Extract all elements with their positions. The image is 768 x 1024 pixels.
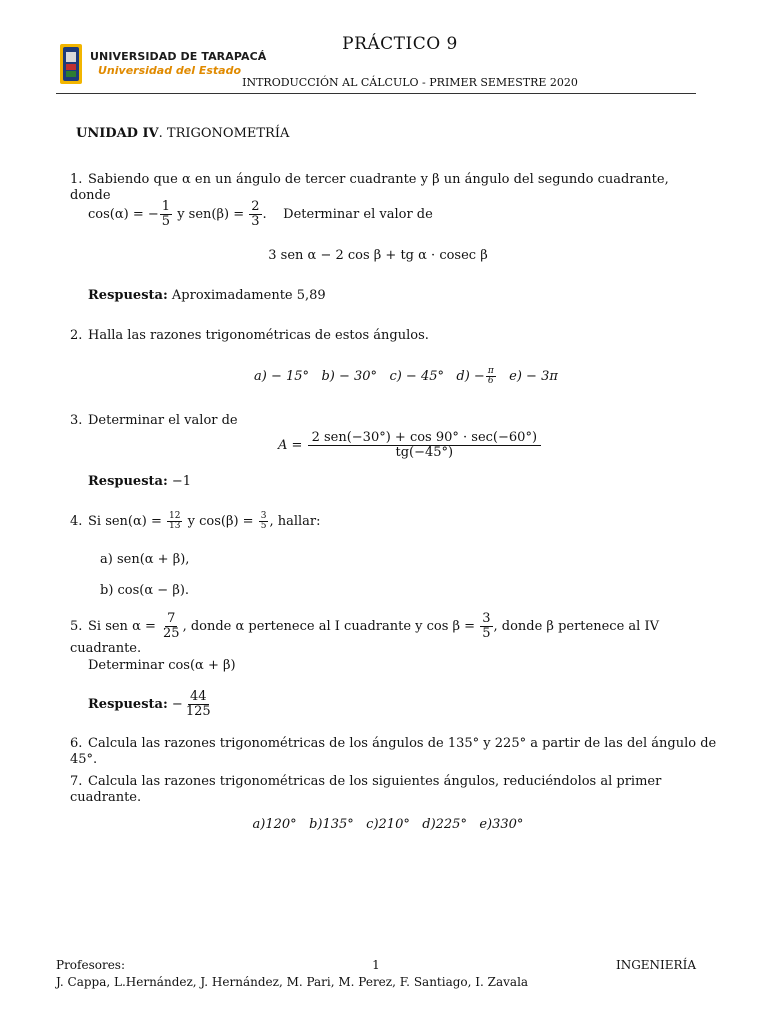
angle-b: b) − 30° bbox=[321, 369, 378, 384]
fraction-pi-6 bbox=[486, 367, 496, 386]
angle-e: e) − 3π bbox=[509, 369, 558, 384]
cos-beta-expr: , donde α pertenece al I cuadrante y cos β = bbox=[182, 619, 476, 634]
denominator: 5 bbox=[482, 626, 491, 641]
question-number: 1. bbox=[70, 172, 83, 187]
sen-alpha-expr: Si sen(α) = bbox=[88, 514, 162, 529]
denominator: 3 bbox=[251, 214, 260, 229]
fraction-3-5 bbox=[259, 512, 269, 531]
university-name: UNIVERSIDAD DE TARAPACÁ bbox=[90, 50, 267, 63]
numerator: 2 bbox=[251, 199, 260, 214]
q1-expression: 3 sen α − 2 cos β + tg α · cosec β bbox=[268, 248, 488, 263]
angle-c: c) − 45° bbox=[389, 369, 444, 384]
fraction-44-125 bbox=[184, 690, 213, 719]
cos-alpha-expr: cos(α) = − bbox=[88, 207, 159, 222]
denominator: 5 bbox=[161, 214, 171, 229]
numerator: 3 bbox=[482, 611, 491, 626]
university-seal-logo bbox=[60, 44, 82, 84]
sen-alpha-expr: Si sen α = bbox=[88, 619, 156, 634]
answer-label: Respuesta: bbox=[88, 474, 168, 489]
numerator: 3 bbox=[260, 511, 267, 521]
numerator: 12 bbox=[169, 511, 181, 521]
unit-name: . TRIGONOMETRÍA bbox=[158, 126, 290, 141]
denominator: 125 bbox=[185, 704, 211, 719]
numerator: 44 bbox=[189, 689, 207, 704]
answer-value: Aproximadamente 5,89 bbox=[171, 288, 326, 303]
numerator: 7 bbox=[167, 611, 176, 626]
question-text: Halla las razones trigonométricas de estos ángulos. bbox=[88, 328, 429, 343]
question-text: Calcula las razones trigonométricas de los ángulos de 135° y 225° a partir de las del ángulo de 45°. bbox=[70, 736, 717, 767]
fraction-7-25 bbox=[161, 612, 182, 641]
q3-formula bbox=[278, 431, 542, 460]
q5-answer bbox=[88, 690, 214, 719]
q4-item-b: b) cos(α − β). bbox=[100, 583, 190, 598]
angle-a: a) − 15° bbox=[254, 369, 310, 384]
q2-angle-list bbox=[254, 367, 614, 386]
answer-value: −1 bbox=[171, 474, 192, 489]
denominator: 5 bbox=[260, 521, 267, 531]
formula-lhs: A = bbox=[278, 438, 303, 453]
sen-beta-expr: y sen(β) = bbox=[177, 207, 245, 222]
numerator: π bbox=[487, 366, 494, 376]
question-number: 7. bbox=[70, 774, 83, 789]
fraction-3-5 bbox=[480, 612, 492, 641]
denominator: 13 bbox=[169, 521, 181, 531]
answer-label: Respuesta: bbox=[88, 697, 168, 712]
question-text: Sabiendo que α en un ángulo de tercer cuadrante y β un ángulo del segundo cuadrante, donde bbox=[70, 172, 669, 203]
determine-text: . Determinar el valor de bbox=[262, 207, 433, 222]
unit-label: UNIDAD IV bbox=[76, 126, 159, 141]
fraction-12-13 bbox=[167, 512, 182, 531]
cos-beta-expr: y cos(β) = bbox=[187, 514, 254, 529]
question-number: 6. bbox=[70, 736, 83, 751]
angle-d: d) − bbox=[456, 369, 485, 384]
fraction-2-3 bbox=[249, 200, 261, 229]
unit-heading bbox=[76, 126, 289, 141]
fraction-1-5 bbox=[160, 200, 172, 229]
denominator: 25 bbox=[163, 626, 180, 641]
question-3 bbox=[70, 413, 370, 429]
question-2 bbox=[70, 328, 710, 344]
hallar-text: , hallar: bbox=[269, 514, 321, 529]
question-5 bbox=[70, 612, 710, 657]
q7-angle-list: a)120° b)135° c)210° d)225° e)330° bbox=[252, 817, 524, 832]
numerator: 2 sen(−30°) + cos 90° · sec(−60°) bbox=[308, 431, 541, 446]
question-number: 2. bbox=[70, 328, 83, 343]
formula-fraction bbox=[308, 431, 541, 460]
q5-determine: Determinar cos(α + β) bbox=[88, 658, 236, 673]
footer-department: INGENIERÍA bbox=[615, 958, 696, 972]
quadrant-text: , donde β pertenece al IV cuadrante. bbox=[70, 619, 659, 656]
denominator: tg(−45°) bbox=[395, 445, 454, 460]
question-4 bbox=[70, 512, 570, 531]
q3-answer bbox=[88, 474, 191, 490]
question-1-condition bbox=[88, 200, 588, 229]
question-number: 5. bbox=[70, 619, 83, 634]
page-title: PRÁCTICO 9 bbox=[342, 34, 458, 54]
numerator: 1 bbox=[161, 199, 171, 214]
footer-professors-label: Profesores: bbox=[56, 958, 125, 972]
course-subtitle: INTRODUCCIÓN AL CÁLCULO - PRIMER SEMESTRE 2020 bbox=[242, 76, 578, 89]
question-number: 3. bbox=[70, 413, 83, 428]
q1-answer bbox=[88, 288, 326, 304]
question-number: 4. bbox=[70, 514, 83, 529]
question-text: Calcula las razones trigonométricas de los siguientes ángulos, reduciéndolos al primer cuadrante. bbox=[70, 774, 662, 805]
answer-sign: − bbox=[171, 697, 183, 712]
university-subtitle: Universidad del Estado bbox=[98, 64, 242, 77]
q4-item-a: a) sen(α + β), bbox=[100, 552, 190, 567]
question-6 bbox=[70, 736, 730, 768]
denominator: 6 bbox=[487, 376, 494, 386]
header-divider bbox=[56, 93, 696, 94]
footer-professors: J. Cappa, L.Hernández, J. Hernández, M. Pari, M. Perez, F. Santiago, I. Zavala bbox=[56, 975, 529, 989]
question-text: Determinar el valor de bbox=[88, 413, 238, 428]
page-number: 1 bbox=[372, 958, 380, 972]
answer-label: Respuesta: bbox=[88, 288, 168, 303]
question-7 bbox=[70, 774, 730, 806]
